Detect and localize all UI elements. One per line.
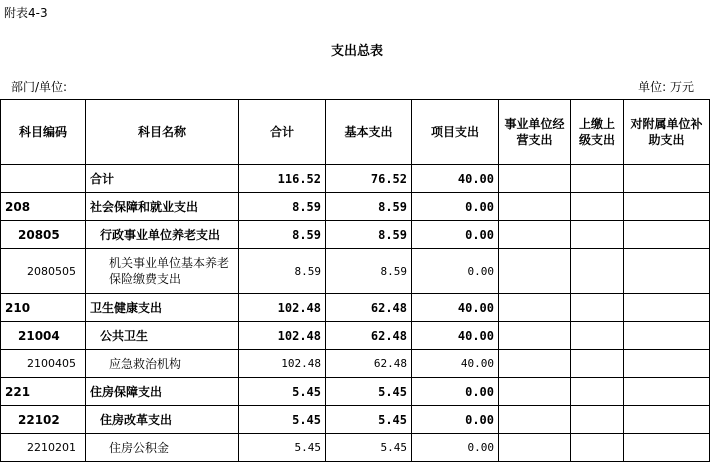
- empty-cell: [499, 322, 571, 350]
- empty-cell: [499, 378, 571, 406]
- table-row: [1, 434, 710, 462]
- expenditure-table: [0, 99, 710, 462]
- table-row: [1, 406, 710, 434]
- empty-cell: [624, 221, 710, 249]
- empty-cell: [499, 193, 571, 221]
- project-cell: 0.00: [412, 378, 499, 406]
- header-row: [1, 100, 710, 165]
- empty-cell: [499, 434, 571, 462]
- empty-cell: [624, 193, 710, 221]
- name-cell: 合计: [86, 165, 239, 193]
- name-cell: 住房保障支出: [86, 378, 239, 406]
- table-row: [1, 350, 710, 378]
- code-cell: 221: [1, 378, 86, 406]
- empty-cell: [624, 434, 710, 462]
- total-cell: 8.59: [239, 193, 326, 221]
- empty-cell: [571, 249, 624, 294]
- empty-cell: [624, 322, 710, 350]
- report-title: 支出总表: [330, 44, 383, 59]
- empty-cell: [499, 165, 571, 193]
- name-cell: 卫生健康支出: [86, 294, 239, 322]
- empty-cell: [499, 294, 571, 322]
- code-cell: 22102: [1, 406, 86, 434]
- empty-cell: [624, 165, 710, 193]
- name-cell: 行政事业单位养老支出: [86, 221, 239, 249]
- project-cell: 0.00: [412, 434, 499, 462]
- appendix-label: 附表4-3: [4, 6, 48, 20]
- project-cell: 40.00: [412, 322, 499, 350]
- basic-cell: 62.48: [326, 294, 412, 322]
- unit-label: 单位: 万元: [638, 80, 694, 94]
- project-cell: 0.00: [412, 249, 499, 294]
- total-cell: 102.48: [239, 322, 326, 350]
- name-cell: 机关事业单位基本养老保险缴费支出: [86, 249, 239, 294]
- empty-cell: [624, 350, 710, 378]
- total-cell: 116.52: [239, 165, 326, 193]
- project-cell: 40.00: [412, 350, 499, 378]
- code-cell: [1, 165, 86, 193]
- total-cell: 5.45: [239, 406, 326, 434]
- empty-cell: [499, 350, 571, 378]
- name-cell: 公共卫生: [86, 322, 239, 350]
- basic-cell: 62.48: [326, 350, 412, 378]
- total-cell: 5.45: [239, 434, 326, 462]
- department-label: 部门/单位:: [11, 80, 68, 94]
- basic-cell: 8.59: [326, 221, 412, 249]
- header-basic: 基本支出: [326, 100, 412, 165]
- basic-cell: 8.59: [326, 249, 412, 294]
- table-row: [1, 378, 710, 406]
- total-cell: 8.59: [239, 249, 326, 294]
- table-row: [1, 165, 710, 193]
- total-cell: 8.59: [239, 221, 326, 249]
- table-row: [1, 221, 710, 249]
- project-cell: 40.00: [412, 165, 499, 193]
- header-total: 合计: [239, 100, 326, 165]
- empty-cell: [571, 378, 624, 406]
- basic-cell: 8.59: [326, 193, 412, 221]
- empty-cell: [571, 193, 624, 221]
- empty-cell: [571, 322, 624, 350]
- name-cell: 应急救治机构: [86, 350, 239, 378]
- header-operating: 事业单位经营支出: [499, 100, 571, 165]
- table-row: [1, 322, 710, 350]
- basic-cell: 5.45: [326, 406, 412, 434]
- code-cell: 21004: [1, 322, 86, 350]
- empty-cell: [499, 221, 571, 249]
- code-cell: 2100405: [1, 350, 86, 378]
- empty-cell: [571, 165, 624, 193]
- project-cell: 0.00: [412, 193, 499, 221]
- empty-cell: [624, 294, 710, 322]
- basic-cell: 62.48: [326, 322, 412, 350]
- header-subsidy: 对附属单位补助支出: [624, 100, 710, 165]
- table-row: [1, 294, 710, 322]
- table-row: [1, 249, 710, 294]
- empty-cell: [571, 406, 624, 434]
- empty-cell: [571, 434, 624, 462]
- total-cell: 5.45: [239, 378, 326, 406]
- code-cell: 2210201: [1, 434, 86, 462]
- name-cell: 社会保障和就业支出: [86, 193, 239, 221]
- name-cell: 住房公积金: [86, 434, 239, 462]
- table-row: [1, 193, 710, 221]
- total-cell: 102.48: [239, 350, 326, 378]
- empty-cell: [571, 221, 624, 249]
- empty-cell: [624, 406, 710, 434]
- empty-cell: [499, 406, 571, 434]
- empty-cell: [571, 294, 624, 322]
- code-cell: 2080505: [1, 249, 86, 294]
- name-cell: 住房改革支出: [86, 406, 239, 434]
- empty-cell: [571, 350, 624, 378]
- empty-cell: [624, 378, 710, 406]
- header-remit-superior: 上缴上级支出: [571, 100, 624, 165]
- project-cell: 40.00: [412, 294, 499, 322]
- header-project: 项目支出: [412, 100, 499, 165]
- basic-cell: 76.52: [326, 165, 412, 193]
- basic-cell: 5.45: [326, 434, 412, 462]
- code-cell: 208: [1, 193, 86, 221]
- total-cell: 102.48: [239, 294, 326, 322]
- code-cell: 210: [1, 294, 86, 322]
- header-code: 科目编码: [1, 100, 86, 165]
- project-cell: 0.00: [412, 406, 499, 434]
- code-cell: 20805: [1, 221, 86, 249]
- empty-cell: [499, 249, 571, 294]
- basic-cell: 5.45: [326, 378, 412, 406]
- header-name: 科目名称: [86, 100, 239, 165]
- empty-cell: [624, 249, 710, 294]
- project-cell: 0.00: [412, 221, 499, 249]
